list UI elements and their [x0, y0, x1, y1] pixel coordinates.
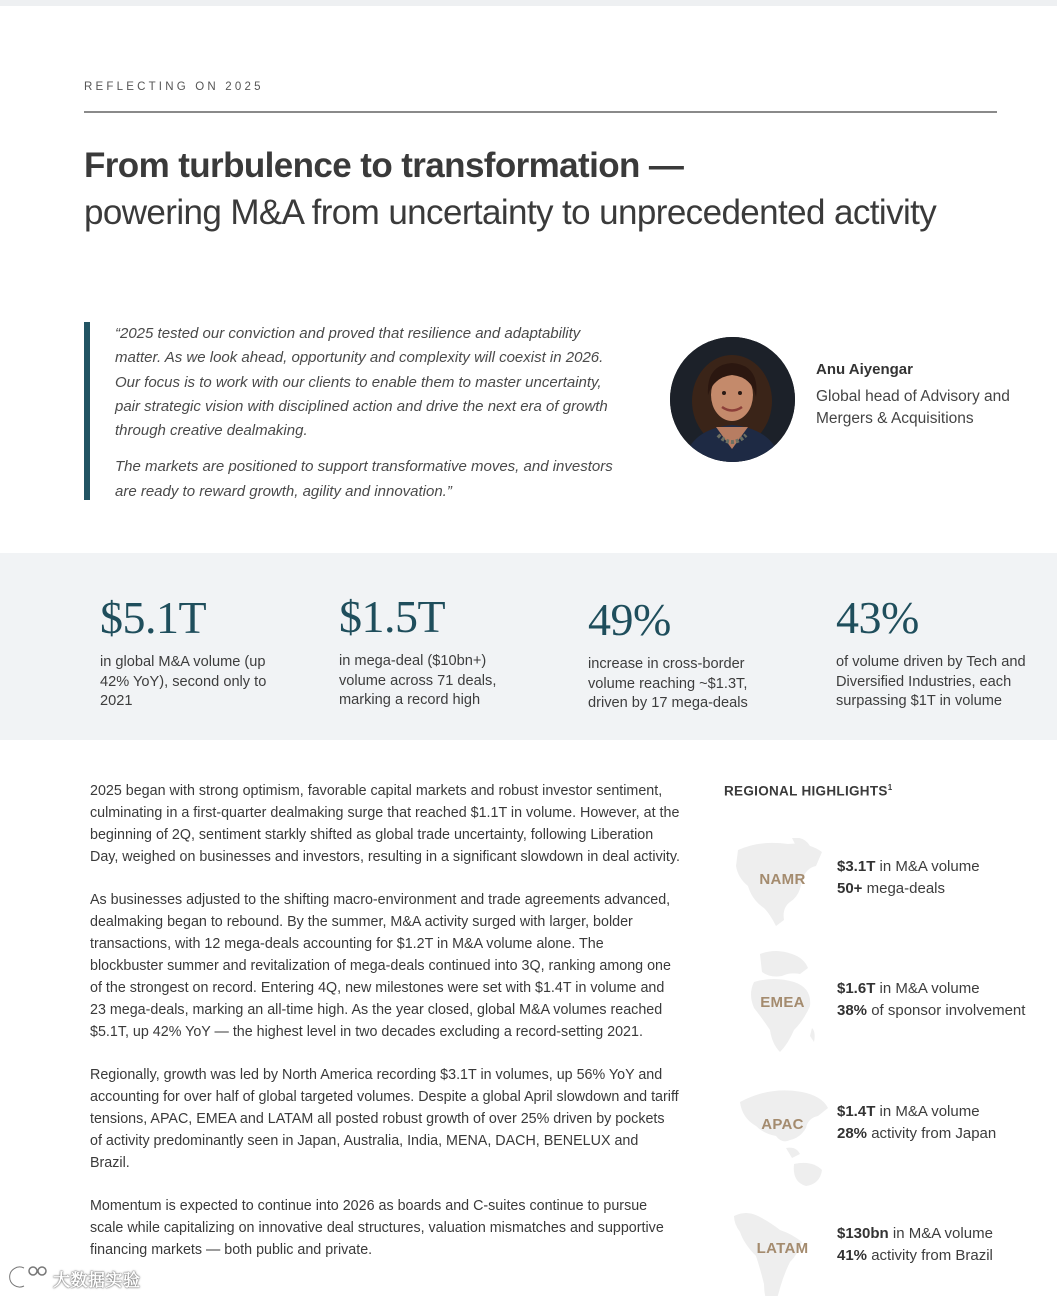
region-stat-value: $1.6T — [837, 980, 876, 997]
body-copy — [90, 781, 680, 1262]
watermark — [8, 1262, 143, 1290]
region-stat-value: 50+ — [837, 879, 863, 897]
region-label: EMEA — [760, 994, 805, 1011]
key-stats-band — [0, 553, 1057, 740]
region-stat-text: mega-deals — [862, 879, 945, 897]
body-paragraph: 2025 began with strong optimism, favorable capital markets and robust investor sentiment, culminating in a first-quarter dealmaking surge that reached $1.1T in volume. However, at the beginning of 2Q, sentiment starkly shifted as global trade uncertainty, following Liberation Day, weighed on businesses and investors, resulting in a significant slowdown in deal activity. — [90, 783, 680, 865]
stat-description: in global M&A volume (up 42% YoY), second only to 2021 — [100, 654, 267, 710]
portrait-photo — [670, 337, 795, 462]
region-namr — [730, 838, 1050, 948]
stat-global-volume — [100, 592, 270, 712]
region-label: NAMR — [759, 871, 806, 888]
region-stat-text: in M&A volume — [888, 1225, 993, 1242]
regional-highlights-title — [724, 783, 892, 799]
stat-mega-deal-volume — [339, 591, 514, 711]
region-stat-value: 28% — [837, 1124, 868, 1142]
section-eyebrow: REFLECTING ON 2025 — [84, 81, 264, 93]
region-stats — [837, 978, 1025, 1022]
region-apac — [730, 1082, 1050, 1192]
asia-pacific-map-icon — [730, 1082, 835, 1192]
region-latam — [730, 1208, 1050, 1296]
region-stat-value: 38% — [837, 1001, 868, 1019]
stat-description: in mega-deal ($10bn+) volume across 71 deals, marking a record high — [339, 653, 497, 709]
avatar — [670, 337, 795, 462]
region-emea — [730, 948, 1050, 1058]
region-stat-text: in M&A volume — [875, 980, 980, 997]
region-stat-text: of sponsor involvement — [867, 1001, 1026, 1019]
region-stat-value: $1.4T — [837, 1103, 876, 1120]
speaker-title: Global head of Advisory and Mergers & Acquisitions — [816, 388, 1010, 427]
stat-description: increase in cross-border volume reaching ~$1.3T, driven by 17 mega-deals — [588, 656, 748, 712]
region-stat-text: activity from Japan — [867, 1124, 997, 1142]
pull-quote — [115, 322, 625, 504]
footnote-marker: 1 — [887, 783, 893, 792]
stat-cross-border — [588, 594, 763, 714]
quote-accent-bar — [84, 322, 90, 500]
region-stat-value: 41% — [837, 1246, 868, 1264]
headline-secondary: powering M&A from uncertainty to unprecedented activity — [84, 193, 937, 232]
quote-paragraph-2: The markets are positioned to support transformative moves, and investors are ready to reward growth, agility and innovation.” — [115, 458, 613, 500]
north-america-map-icon — [730, 838, 835, 948]
stat-value: $1.5T — [339, 591, 446, 642]
speaker-name: Anu Aiyengar — [816, 361, 913, 378]
body-paragraph: Regionally, growth was led by North America recording $3.1T in volumes, up 56% YoY and accounting for over half of global targeted volumes. Despite a global April slowdown and tariff tensions, APAC, EMEA and LATAM all posted robust growth of over 25% driven by pockets of activity predominantly seen in Japan, Australia, India, MENA, DACH, BENELUX and Brazil. — [90, 1066, 679, 1171]
regional-title-text: REGIONAL HIGHLIGHTS — [724, 783, 888, 799]
stat-sector-share — [836, 592, 1036, 712]
watermark-text: 大数据实验 — [53, 1271, 141, 1290]
region-stats — [837, 1101, 996, 1145]
header-divider — [84, 111, 997, 113]
quote-paragraph-1: “2025 tested our conviction and proved that resilience and adaptability matter. As we look ahead, opportunity and complexity will coexist in 2026. Our focus is to work with our clients to enable them to master uncertainty, pair strategic vision with disciplined action and drive the next era of growth through creative dealmaking. — [115, 325, 608, 440]
region-stats — [837, 856, 980, 900]
watermark-logo-icon — [8, 1264, 50, 1290]
region-label: LATAM — [756, 1240, 809, 1257]
stat-value: 49% — [588, 594, 671, 645]
region-stats — [837, 1223, 993, 1267]
top-edge — [0, 0, 1057, 6]
region-label: APAC — [761, 1116, 804, 1133]
region-stat-value: $130bn — [837, 1225, 889, 1242]
region-stat-text: in M&A volume — [875, 1103, 980, 1120]
headline-primary: From turbulence to transformation — — [84, 146, 684, 185]
stat-value: 43% — [836, 592, 919, 643]
region-stat-text: in M&A volume — [875, 858, 980, 875]
stat-value: $5.1T — [100, 592, 207, 643]
region-stat-text: activity from Brazil — [867, 1246, 993, 1264]
stat-description: of volume driven by Tech and Diversified Industries, each surpassing $1T in volume — [836, 654, 1026, 710]
region-stat-value: $3.1T — [837, 858, 876, 875]
body-paragraph: As businesses adjusted to the shifting macro-environment and trade agreements advanced, dealmaking began to rebound. By the summer, M&A activity surged with larger, bolder transactions, with 12 mega-deals accounting for $1.2T in M&A volume alone. The blockbuster summer and revitalization of mega-deals continued into 3Q, ranking among one of the strongest on record. Entering 4Q, new milestones were set with $1.4T in volume and 23 mega-deals, marking an all-time high. As the year closed, global M&A volumes reached $5.1T, up 42% YoY — the highest level in two decades excluding a record-setting 2021. — [90, 892, 671, 1040]
body-paragraph: Momentum is expected to continue into 2026 as boards and C-suites continue to pursue scale while capitalizing on innovative deal structures, valuation mismatches and supportive financing markets — both public and private. — [90, 1198, 664, 1258]
